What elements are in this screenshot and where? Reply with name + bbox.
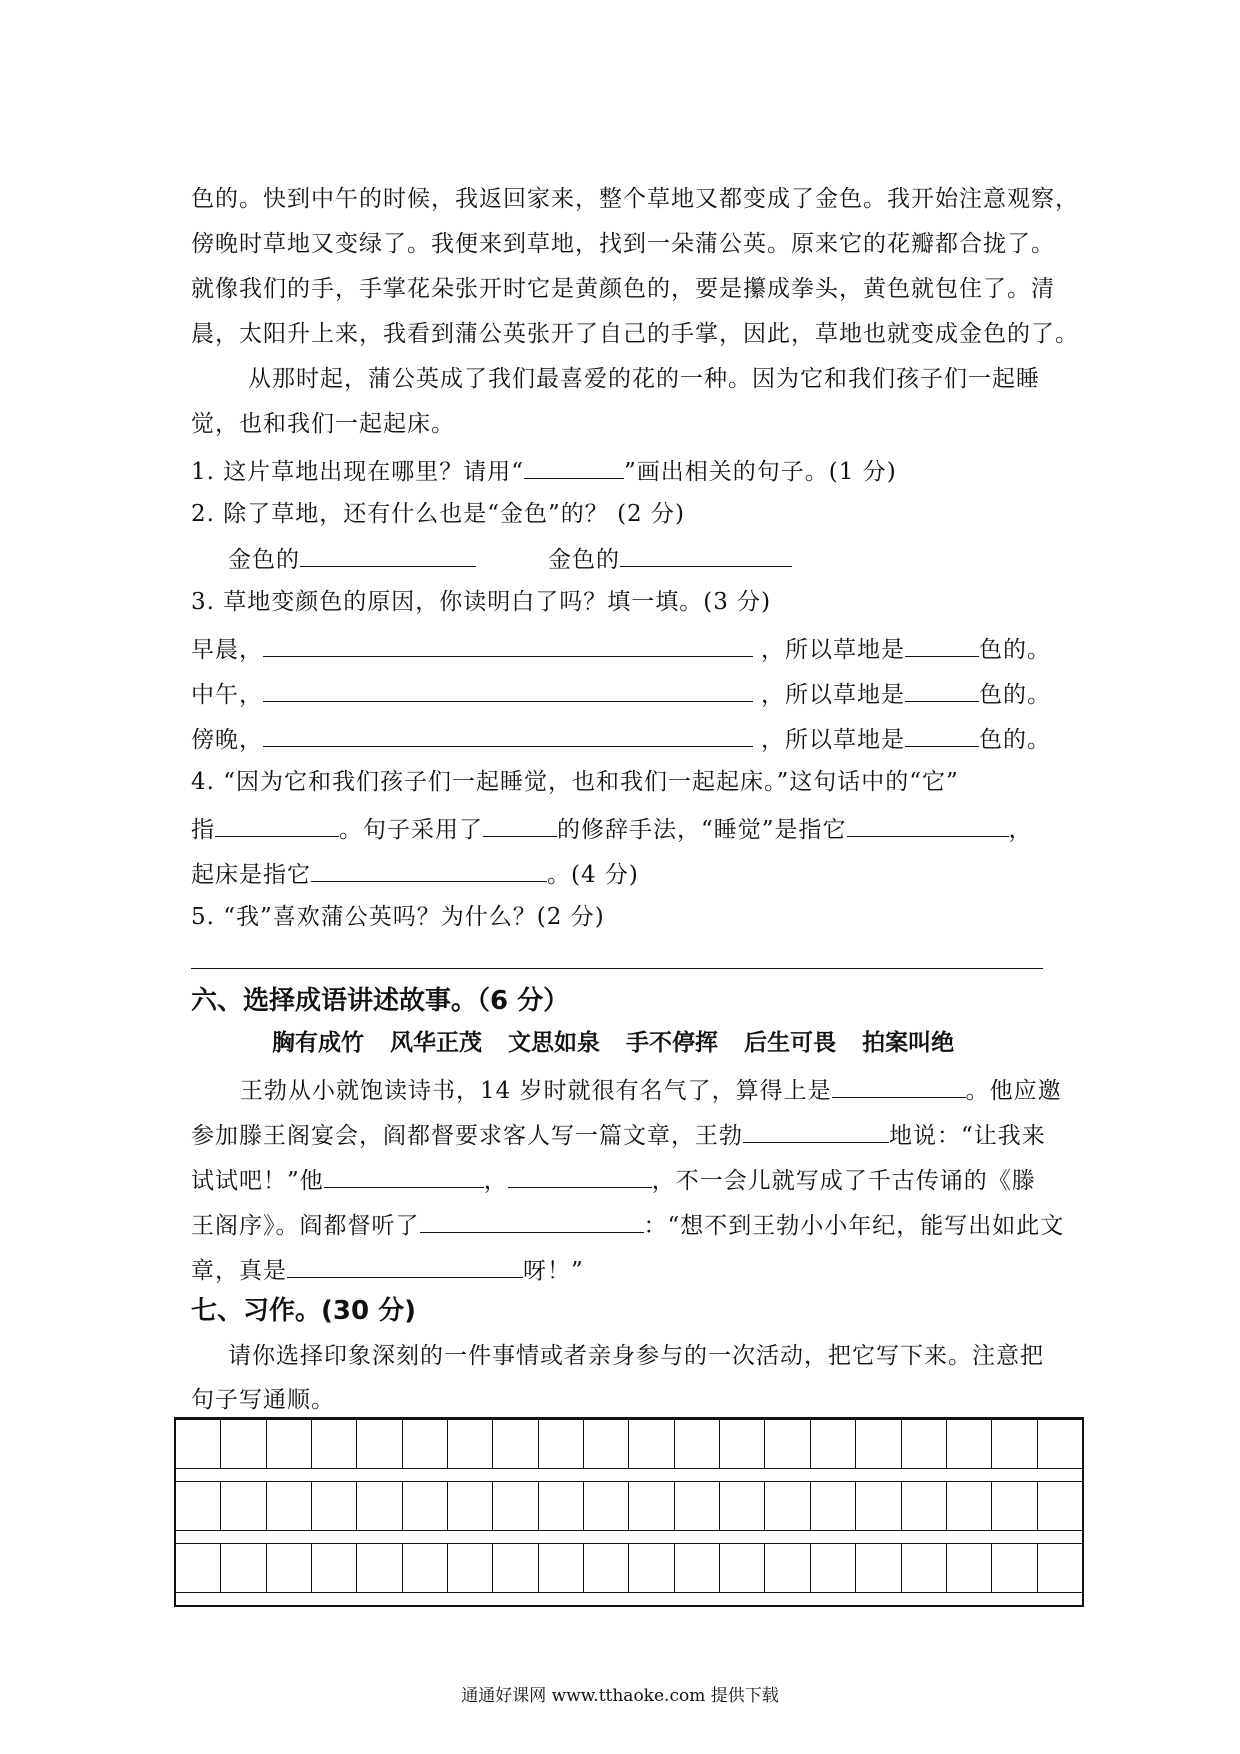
grid-cell[interactable] (856, 1482, 901, 1530)
story-line-1: 王勃从小就饱读诗书，14 岁时就很有名气了，算得上是 。他应邀 (240, 1073, 1130, 1106)
grid-cell[interactable] (539, 1482, 584, 1530)
story-blank-2[interactable] (743, 1118, 889, 1143)
story-blank-1[interactable] (832, 1073, 966, 1098)
grid-cell[interactable] (947, 1482, 992, 1530)
grid-cell[interactable] (902, 1482, 947, 1530)
grid-cell[interactable] (403, 1482, 448, 1530)
grid-cell[interactable] (1038, 1544, 1082, 1592)
story-blank-5[interactable] (420, 1208, 644, 1233)
grid-cell[interactable] (312, 1482, 357, 1530)
passage-line-3: 就像我们的手，手掌花朵张开时它是黄颜色的，要是攥成拳头，黄色就包住了。清 (191, 276, 1055, 302)
passage-line-5: 从那时起，蒲公英成了我们最喜爱的花的一种。因为它和我们孩子们一起睡 (248, 366, 1040, 392)
grid-cell[interactable] (629, 1482, 674, 1530)
grid-cell[interactable] (629, 1420, 674, 1468)
question-3: 3. 草地变颜色的原因，你读明白了吗？填一填。(3 分) (191, 589, 772, 615)
grid-cell[interactable] (675, 1544, 720, 1592)
grid-cell[interactable] (902, 1544, 947, 1592)
grid-cell[interactable] (312, 1420, 357, 1468)
grid-cell[interactable] (765, 1420, 810, 1468)
section-7-prompt-1: 请你选择印象深刻的一件事情或者亲身参与的一次活动，把它写下来。注意把 (228, 1343, 1044, 1369)
grid-cell[interactable] (357, 1482, 402, 1530)
q2-blank-1[interactable] (300, 542, 476, 567)
q3-evening-color-blank[interactable] (905, 722, 979, 747)
grid-cell[interactable] (267, 1544, 312, 1592)
idiom-4: 手不停挥 (626, 1030, 719, 1056)
grid-cell[interactable] (493, 1420, 538, 1468)
section-7-prompt-2: 句子写通顺。 (191, 1387, 335, 1413)
grid-cell[interactable] (584, 1420, 629, 1468)
story-line-4: 王阁序》。阎都督听了 ：“想不到王勃小小年纪，能写出如此文 (191, 1208, 1081, 1241)
question-4-line-2: 指 。句子采用了 的修辞手法，“睡觉”是指它 ， (191, 812, 1081, 845)
grid-cell[interactable] (629, 1544, 674, 1592)
grid-cell[interactable] (856, 1544, 901, 1592)
q4-it-refers-blank[interactable] (215, 812, 339, 837)
grid-cell[interactable] (902, 1420, 947, 1468)
q3-row-evening: 傍晚， ，所以草地是 色的。 (191, 722, 1081, 755)
idiom-6: 拍案叫绝 (862, 1030, 955, 1056)
question-5: 5. “我”喜欢蒲公英吗？为什么？(2 分) (191, 904, 605, 930)
grid-cell[interactable] (811, 1420, 856, 1468)
idiom-3: 文思如泉 (508, 1030, 601, 1056)
idiom-1: 胸有成竹 (272, 1030, 364, 1056)
grid-cell[interactable] (811, 1482, 856, 1530)
grid-cell[interactable] (856, 1420, 901, 1468)
grid-cell[interactable] (176, 1420, 221, 1468)
q4-rhetoric-blank[interactable] (483, 812, 557, 837)
grid-cell[interactable] (448, 1544, 493, 1592)
grid-cell[interactable] (357, 1544, 402, 1592)
grid-cell[interactable] (1038, 1420, 1082, 1468)
grid-cell[interactable] (675, 1420, 720, 1468)
grid-cell[interactable] (765, 1482, 810, 1530)
grid-cell[interactable] (539, 1420, 584, 1468)
q1-blank[interactable] (524, 454, 624, 479)
q5-answer-line[interactable] (191, 968, 1043, 969)
grid-cell[interactable] (720, 1544, 765, 1592)
grid-cell[interactable] (221, 1544, 266, 1592)
question-4-line-1: 4. “因为它和我们孩子们一起睡觉，也和我们一起起床。”这句话中的“它” (191, 769, 959, 795)
footer-credit: 通通好课网 www.tthaoke.com 提供下载 (461, 1686, 779, 1706)
grid-cell[interactable] (720, 1420, 765, 1468)
story-line-3: 试试吧！”他 ， ，不一会儿就写成了千古传诵的《滕 (191, 1163, 1081, 1196)
story-blank-3[interactable] (324, 1163, 484, 1188)
q4-wake-blank[interactable] (311, 857, 547, 882)
story-blank-4[interactable] (508, 1163, 652, 1188)
grid-cell[interactable] (584, 1482, 629, 1530)
passage-line-1: 色的。快到中午的时候，我返回家来，整个草地又都变成了金色。我开始注意观察， (191, 186, 1079, 212)
grid-cell[interactable] (720, 1482, 765, 1530)
grid-cell[interactable] (811, 1544, 856, 1592)
q3-evening-blank[interactable] (263, 722, 753, 747)
passage-line-2: 傍晚时草地又变绿了。我便来到草地，找到一朵蒲公英。原来它的花瓣都合拢了。 (191, 231, 1055, 257)
grid-cell[interactable] (539, 1544, 584, 1592)
grid-cell[interactable] (992, 1420, 1037, 1468)
q3-noon-color-blank[interactable] (905, 677, 979, 702)
idiom-options (272, 1028, 972, 1058)
question-2: 2. 除了草地，还有什么也是“金色”的？ (2 分) (191, 501, 685, 527)
section-6-title: 六、选择成语讲述故事。（6 分） (191, 986, 570, 1016)
grid-cell[interactable] (267, 1420, 312, 1468)
grid-cell[interactable] (448, 1420, 493, 1468)
q3-morning-color-blank[interactable] (905, 632, 979, 657)
grid-cell[interactable] (448, 1482, 493, 1530)
grid-cell[interactable] (992, 1482, 1037, 1530)
grid-cell[interactable] (221, 1420, 266, 1468)
question-2-answers: 金色的 金色的 (228, 542, 1118, 575)
story-line-2: 参加滕王阁宴会，阎都督要求客人写一篇文章，王勃 地说：“让我来 (191, 1118, 1081, 1151)
grid-cell[interactable] (403, 1420, 448, 1468)
grid-cell[interactable] (1038, 1482, 1082, 1530)
q2-blank-2[interactable] (620, 542, 792, 567)
question-4-line-3: 起床是指它 。(4 分) (191, 857, 1081, 890)
grid-cell[interactable] (584, 1544, 629, 1592)
passage-line-6: 觉，也和我们一起起床。 (191, 411, 455, 437)
grid-cell[interactable] (312, 1544, 357, 1592)
grid-cell[interactable] (947, 1544, 992, 1592)
grid-cell[interactable] (493, 1482, 538, 1530)
grid-row-3[interactable] (176, 1543, 1082, 1593)
q3-row-morning: 早晨， ，所以草地是 色的。 (191, 632, 1081, 665)
q3-row-noon: 中午， ，所以草地是 色的。 (191, 677, 1081, 710)
passage-line-4: 晨，太阳升上来，我看到蒲公英张开了自己的手掌，因此，草地也就变成金色的了。 (191, 321, 1079, 347)
grid-cell[interactable] (992, 1544, 1037, 1592)
grid-row-1[interactable] (176, 1419, 1082, 1469)
q3-noon-blank[interactable] (263, 677, 753, 702)
story-blank-6[interactable] (287, 1253, 523, 1278)
grid-cell[interactable] (947, 1420, 992, 1468)
q3-morning-blank[interactable] (263, 632, 753, 657)
grid-cell[interactable] (221, 1482, 266, 1530)
section-7-title: 七、习作。(30 分) (191, 1296, 416, 1326)
idiom-2: 风华正茂 (390, 1030, 483, 1056)
grid-cell[interactable] (675, 1482, 720, 1530)
story-line-5: 章，真是 呀！” (191, 1253, 1081, 1286)
idiom-5: 后生可畏 (744, 1030, 837, 1056)
grid-cell[interactable] (267, 1482, 312, 1530)
grid-cell[interactable] (765, 1544, 810, 1592)
grid-cell[interactable] (176, 1544, 221, 1592)
grid-cell[interactable] (176, 1482, 221, 1530)
grid-cell[interactable] (403, 1544, 448, 1592)
question-1: 1. 这片草地出现在哪里？请用“ ”画出相关的句子。(1 分) (191, 454, 1081, 487)
grid-cell[interactable] (493, 1544, 538, 1592)
writing-grid[interactable] (174, 1417, 1084, 1607)
grid-row-2[interactable] (176, 1481, 1082, 1531)
q4-sleep-blank[interactable] (847, 812, 1009, 837)
grid-cell[interactable] (357, 1420, 402, 1468)
